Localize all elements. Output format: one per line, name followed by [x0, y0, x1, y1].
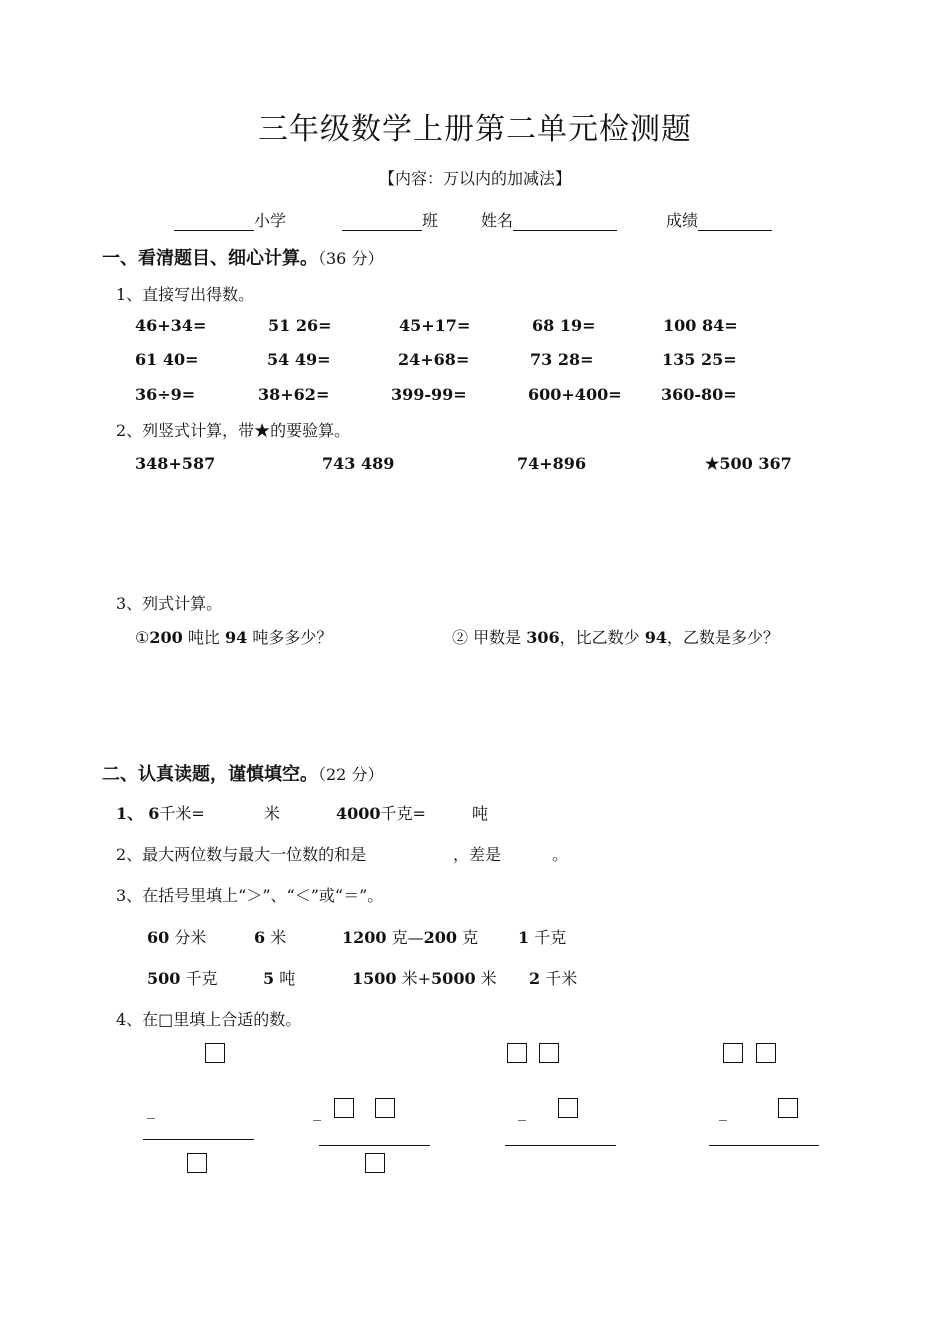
compare-value: 500	[147, 969, 181, 988]
calc-item: 61 40=	[135, 350, 199, 369]
vertical-calc-item: 348+587	[135, 454, 216, 473]
compare-unit: 米	[480, 969, 497, 988]
q3-problem-b	[452, 625, 779, 648]
q3a-number: ①	[135, 628, 150, 647]
s2-q1-unit-1: 千米=	[159, 804, 205, 823]
minus-sign: _	[518, 1102, 526, 1121]
compare-unit: 千米	[545, 969, 578, 988]
q3a-value-2: 94	[224, 628, 248, 647]
s2-q1-value-2: 4000	[336, 804, 381, 823]
s2-q4-label: 4、在□里填上合适的数。	[116, 1010, 302, 1029]
compare-value: 60	[147, 928, 170, 947]
s2-q1-number: 1、	[116, 804, 144, 823]
q1-label: 1、直接写出得数。	[116, 285, 255, 304]
compare-item	[254, 925, 286, 948]
score-blank[interactable]	[698, 211, 772, 231]
subtraction-line	[319, 1145, 430, 1146]
compare-value: 2	[529, 969, 541, 988]
name-field[interactable]	[481, 208, 617, 231]
q3b-text-1: 甲数是	[473, 628, 522, 647]
s2-q1	[116, 801, 205, 824]
calc-item: 360-80=	[661, 385, 737, 404]
section-1-heading	[102, 244, 383, 270]
q2-label: 2、列竖式计算，带★的要验算。	[116, 421, 351, 440]
class-blank[interactable]	[342, 211, 422, 231]
compare-unit: 分米	[174, 928, 207, 947]
s2-q1-unit-4: 吨	[472, 804, 489, 823]
digit-box[interactable]	[334, 1098, 354, 1118]
digit-box[interactable]	[539, 1043, 559, 1063]
calc-item: 600+400=	[528, 385, 622, 404]
calc-item: 399-99=	[391, 385, 467, 404]
section-2-title: 二、认真读题，谨慎填空。	[102, 764, 318, 785]
minus-sign: _	[147, 1100, 155, 1119]
digit-box[interactable]	[205, 1043, 225, 1063]
minus-sign: _	[719, 1102, 727, 1121]
s2-q1-unit-3: 千克=	[380, 804, 426, 823]
s2-q2-end: 。	[552, 845, 569, 864]
compare-item	[263, 966, 295, 989]
calc-item: 24+68=	[398, 350, 470, 369]
calc-item: 46+34=	[135, 316, 207, 335]
s2-q1-unit-2: 米	[264, 804, 281, 823]
digit-box[interactable]	[558, 1098, 578, 1118]
s2-q1-value-1: 6	[148, 804, 160, 823]
score-label: 成绩	[666, 211, 699, 230]
compare-item	[518, 925, 566, 948]
vertical-calc-item: 74+896	[517, 454, 587, 473]
school-blank[interactable]	[174, 211, 254, 231]
compare-item	[342, 925, 478, 948]
section-2-heading	[102, 760, 383, 786]
q3-problem-a	[135, 625, 332, 648]
digit-box[interactable]	[507, 1043, 527, 1063]
section-1-points: （36 分）	[318, 249, 384, 268]
calc-item: 36÷9=	[135, 385, 196, 404]
calc-item: 45+17=	[399, 316, 471, 335]
calc-item: 73 28=	[530, 350, 594, 369]
digit-box[interactable]	[365, 1153, 385, 1173]
compare-unit: 米	[270, 928, 287, 947]
vertical-calc-item: 743 489	[322, 454, 395, 473]
compare-unit: 吨	[279, 969, 296, 988]
school-label: 小学	[254, 211, 287, 230]
section-2-points: （22 分）	[318, 765, 384, 784]
score-field[interactable]	[666, 208, 772, 231]
digit-box[interactable]	[778, 1098, 798, 1118]
digit-box[interactable]	[756, 1043, 776, 1063]
compare-value: 1500	[352, 969, 397, 988]
subtraction-line	[505, 1145, 616, 1146]
s2-q2-mid: ，差是	[453, 845, 502, 864]
compare-item	[529, 966, 577, 989]
section-1-title: 一、看清题目、细心计算。	[102, 248, 318, 269]
compare-unit: 克	[462, 928, 479, 947]
compare-item	[147, 966, 218, 989]
subtraction-line	[143, 1139, 254, 1140]
q3b-number: ②	[452, 628, 469, 647]
calc-item: 54 49=	[267, 350, 331, 369]
q3b-text-2: ，比乙数少	[559, 628, 640, 647]
q3a-text-2: 吨多多少？	[252, 628, 333, 647]
minus-sign: _	[313, 1102, 321, 1121]
vertical-calc-item: ★500 367	[705, 454, 792, 473]
compare-unit: 米+	[401, 969, 432, 988]
compare-value: 1200	[342, 928, 387, 947]
q3-label: 3、列式计算。	[116, 594, 223, 613]
class-field[interactable]	[342, 208, 438, 231]
digit-box[interactable]	[375, 1098, 395, 1118]
compare-value: 5000	[431, 969, 476, 988]
class-label: 班	[422, 211, 439, 230]
compare-item	[147, 925, 206, 948]
digit-box[interactable]	[723, 1043, 743, 1063]
calc-item: 100 84=	[663, 316, 738, 335]
q3a-value-1: 200	[149, 628, 183, 647]
name-label: 姓名	[481, 211, 514, 230]
compare-value: 5	[263, 969, 275, 988]
compare-unit: 千克	[185, 969, 218, 988]
calc-item: 68 19=	[532, 316, 596, 335]
calc-item: 135 25=	[662, 350, 737, 369]
compare-value: 200	[423, 928, 458, 947]
s2-q1-part-2	[336, 801, 426, 824]
s2-q3-label: 3、在括号里填上“＞”、“＜”或“＝”。	[116, 886, 384, 905]
q3b-value-2: 94	[644, 628, 667, 647]
calc-item: 38+62=	[258, 385, 330, 404]
compare-unit: 克—	[391, 928, 424, 947]
page-title: 三年级数学上册第二单元检测题	[258, 112, 692, 147]
page-subtitle: 【内容：万以内的加减法】	[378, 169, 571, 188]
compare-value: 1	[518, 928, 530, 947]
school-field[interactable]	[174, 208, 286, 231]
q3b-value-1: 306	[526, 628, 560, 647]
compare-item	[352, 966, 497, 989]
q3b-text-3: ，乙数是多少？	[667, 628, 780, 647]
digit-box[interactable]	[187, 1153, 207, 1173]
compare-unit: 千克	[534, 928, 567, 947]
s2-q2-label: 2、最大两位数与最大一位数的和是	[116, 845, 367, 864]
compare-value: 6	[254, 928, 266, 947]
name-blank[interactable]	[513, 211, 617, 231]
calc-item: 51 26=	[268, 316, 332, 335]
q3a-text-1: 吨比	[187, 628, 220, 647]
subtraction-line	[709, 1145, 819, 1146]
